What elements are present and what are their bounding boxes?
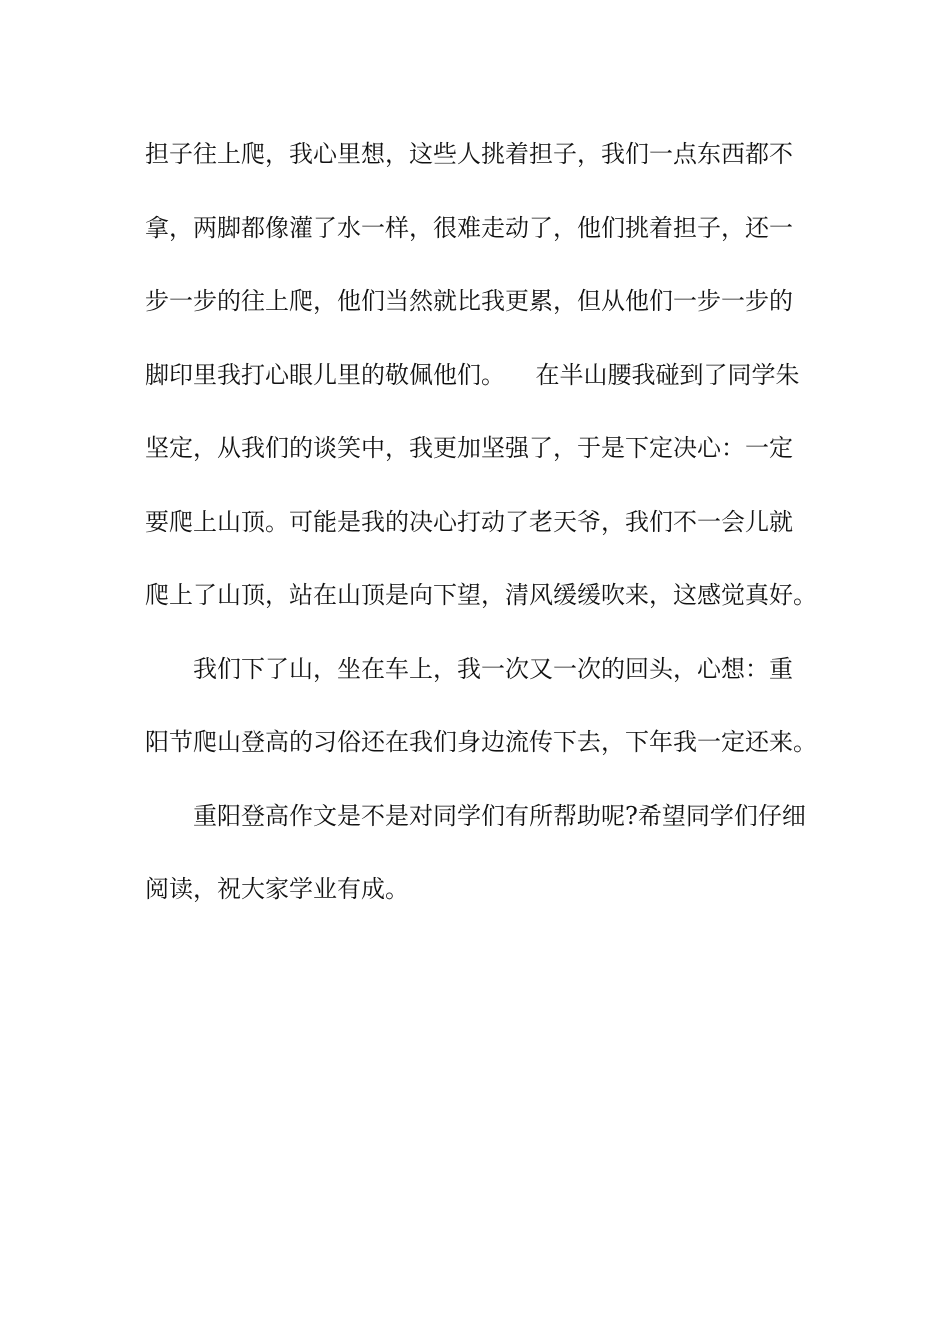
essay-body bbox=[145, 130, 817, 939]
paragraph-start-line: 重阳登高作文是不是对同学们有所帮助呢?希望同学们仔细 bbox=[193, 801, 806, 830]
text-line: 脚印里我打心眼儿里的敬佩他们。 在半山腰我碰到了同学朱 bbox=[145, 360, 800, 389]
text-line: 担子往上爬，我心里想，这些人挑着担子，我们一点东西都不 bbox=[145, 140, 793, 168]
text-line: 拿，两脚都像灌了水一样，很难走动了，他们挑着担子，还一 bbox=[145, 213, 793, 242]
text-line: 阅读，祝大家学业有成。 bbox=[145, 875, 409, 903]
text-line: 爬上了山顶，站在山顶是向下望，清风缓缓吹来，这感觉真好。 bbox=[145, 581, 817, 609]
text-line: 阳节爬山登高的习俗还在我们身边流传下去，下年我一定还来。 bbox=[145, 728, 817, 756]
text-line: 要爬上山顶。可能是我的决心打动了老天爷，我们不一会儿就 bbox=[145, 507, 793, 536]
text-line: 坚定，从我们的谈笑中，我更加坚强了，于是下定决心：一定 bbox=[145, 434, 793, 462]
paragraph-start-line: 我们下了山，坐在车上，我一次又一次的回头，心想：重 bbox=[193, 654, 793, 683]
text-line: 步一步的往上爬，他们当然就比我更累，但从他们一步一步的 bbox=[145, 287, 793, 315]
